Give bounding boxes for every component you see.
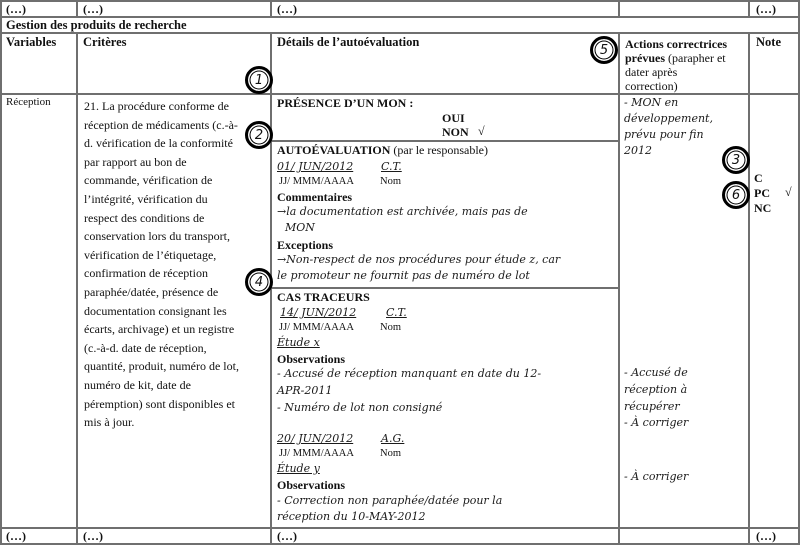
comments-label: Commentaires — [277, 190, 353, 204]
exception-line: →Non-respect de nos procédures pour étude z, car — [277, 253, 561, 266]
callout-badge-3: 3 — [722, 146, 750, 174]
header-actions-bold: prévues — [625, 51, 665, 65]
header-actions-line: dater après — [625, 65, 678, 79]
top-row-cell: (…) — [756, 2, 776, 16]
row-divider — [0, 93, 800, 95]
bottom-row-cell: (…) — [6, 529, 26, 543]
col-divider — [618, 0, 620, 17]
action-line: développement, — [624, 112, 713, 125]
name-label: Nom — [380, 176, 401, 187]
date-format-label: JJ/ MMM/AAAA — [279, 176, 354, 187]
bottom-row-cell: (…) — [756, 529, 776, 543]
date-day: 20/ — [277, 432, 295, 445]
col-divider — [748, 0, 750, 17]
callout-badge-4: 4 — [245, 268, 273, 296]
observations-label: Observations — [277, 352, 346, 366]
action-line: - MON en — [624, 96, 679, 109]
header-note: Note — [756, 35, 781, 49]
date-month: JUN — [298, 432, 322, 445]
action-line: récupérer — [624, 400, 680, 413]
header-actions — [625, 37, 727, 93]
observation-line: réception du 10-MAY-2012 — [277, 510, 426, 523]
section-title: Gestion des produits de recherche — [6, 18, 187, 32]
header-actions-line: correction) — [625, 79, 678, 93]
header-actions-line: (parapher et — [665, 51, 726, 65]
table-border-left — [0, 0, 2, 545]
variable-reception: Réception — [6, 96, 51, 108]
callout-badge-1: 1 — [245, 66, 273, 94]
observations-label: Observations — [277, 478, 346, 492]
top-row-cell: (…) — [6, 2, 26, 16]
traceur-date — [280, 306, 356, 319]
callout-badge-6: 6 — [722, 181, 750, 209]
presence-non-checkmark: √ — [478, 124, 485, 138]
traceur-name: C.T. — [386, 306, 407, 319]
note-pc: PC — [754, 186, 770, 200]
date-year: /2012 — [321, 160, 354, 173]
top-row-cell: (…) — [277, 2, 297, 16]
col-divider — [618, 32, 620, 545]
date-day: 14/ — [280, 306, 298, 319]
top-row-cell: (…) — [83, 2, 103, 16]
traceur-study: Étude y — [277, 462, 320, 475]
col-divider — [76, 0, 78, 17]
header-details: Détails de l’autoévaluation — [277, 35, 420, 49]
col-divider — [270, 0, 272, 17]
col-divider — [76, 32, 78, 545]
exception-line: le promoteur ne fournit pas de numéro de lot — [277, 269, 530, 282]
action-line: - Accusé de — [624, 366, 688, 379]
note-nc: NC — [754, 201, 772, 215]
header-criteres: Critères — [83, 35, 127, 49]
cell-divider — [270, 287, 618, 289]
autoevaluation-date — [277, 160, 353, 173]
bottom-row-cell: (…) — [83, 529, 103, 543]
comment-line: →la documentation est archivée, mais pas de — [277, 205, 528, 218]
callout-badge-5: 5 — [590, 36, 618, 64]
comment-line: MON — [285, 221, 315, 234]
note-c: C — [754, 171, 763, 185]
table-border-top — [0, 0, 800, 2]
observation-line: APR-2011 — [277, 384, 333, 397]
header-variables: Variables — [6, 35, 57, 49]
action-line: - À corriger — [624, 416, 689, 429]
name-label: Nom — [380, 322, 401, 333]
callout-badge-2: 2 — [245, 121, 273, 149]
header-actions-line: Actions correctrices — [625, 37, 728, 51]
critere-text: 21. La procédure conforme de réception de médicaments (c.-à-d. vérification de la conformité par rapport au bon de commande, vérification de l’intégrité, vérification du respect des conditions de conservation lors du transport, vérification de l’étiquetage, confirmation de réception paraphée/datée, présence de documentation consignant les écarts, archivage) et un registre (c.-à-d. date de réception, quantité, produit, numéro de lot, numéro de kit, date de péremption) sont disponibles et mis à jour. — [84, 99, 239, 430]
cell-divider — [270, 140, 618, 142]
observation-line: - Numéro de lot non consigné — [277, 401, 443, 414]
date-year: /2012 — [324, 306, 357, 319]
name-label: Nom — [380, 448, 401, 459]
autoevaluation-title: AUTOÉVALUATION — [277, 143, 391, 157]
date-month: JUN — [301, 306, 325, 319]
action-line: réception à — [624, 383, 688, 396]
date-format-label: JJ/ MMM/AAAA — [279, 448, 354, 459]
traceur-name: A.G. — [381, 432, 405, 445]
note-pc-checkmark: √ — [785, 185, 792, 199]
presence-oui: OUI — [442, 111, 465, 125]
date-year: /2012 — [321, 432, 354, 445]
observation-line: - Accusé de réception manquant en date du 12- — [277, 367, 542, 380]
bottom-row-cell: (…) — [277, 529, 297, 543]
autoevaluation-name: C.T. — [381, 160, 402, 173]
cas-traceurs-title: CAS TRACEURS — [277, 290, 370, 304]
date-format-label: JJ/ MMM/AAAA — [279, 322, 354, 333]
autoevaluation-subtitle: (par le responsable) — [393, 143, 488, 157]
observation-line: - Correction non paraphée/datée pour la — [277, 494, 503, 507]
row-divider — [0, 527, 800, 529]
presence-non: NON — [442, 125, 469, 139]
presence-mon-label: PRÉSENCE D’UN MON : — [277, 96, 414, 110]
exceptions-label: Exceptions — [277, 238, 334, 252]
col-divider — [748, 32, 750, 545]
action-line: prévu pour fin — [624, 128, 704, 141]
traceur-date — [277, 432, 353, 445]
action-line: 2012 — [624, 144, 652, 157]
action-line: - À corriger — [624, 470, 689, 483]
traceur-study: Étude x — [277, 336, 320, 349]
date-month: JUN — [298, 160, 322, 173]
date-day: 01/ — [277, 160, 295, 173]
